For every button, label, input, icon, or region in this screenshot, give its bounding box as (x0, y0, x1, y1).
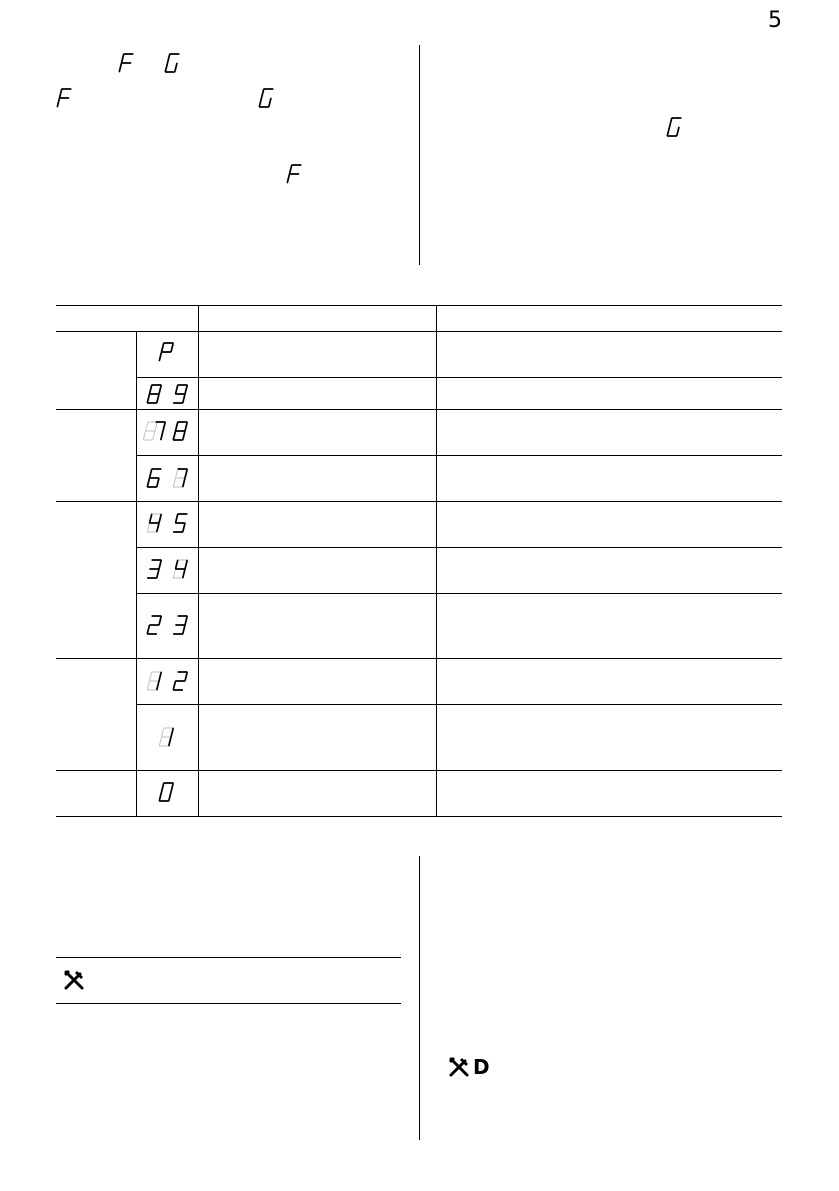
table-row-rule (136, 593, 782, 594)
table-row-rule (136, 377, 782, 378)
table-display-digit (150, 421, 164, 441)
table-display-digit (172, 671, 186, 691)
table-display-digit (172, 513, 186, 533)
table-bottom-rule (56, 816, 782, 817)
tip-box-bottom-rule (56, 1003, 401, 1004)
table-display-digit (172, 384, 186, 404)
table-column-rule (198, 305, 199, 816)
service-letter-d: D (473, 1055, 490, 1079)
table-group-rule (56, 409, 782, 410)
table-display-digit (146, 468, 160, 488)
bottom-column-divider (419, 856, 420, 1140)
page-number: 5 (768, 8, 782, 33)
tip-box-top-rule (56, 957, 401, 958)
table-display-digit (146, 615, 160, 635)
table-display-digit (172, 559, 186, 579)
table-display-digit (158, 782, 172, 802)
display-symbol-g (164, 53, 178, 73)
wrench-screwdriver-icon (62, 968, 86, 992)
table-group-rule (56, 770, 782, 771)
table-display-digit (172, 468, 186, 488)
table-display-digit (158, 727, 172, 747)
table-group-rule (56, 501, 782, 502)
table-display-digit (158, 342, 172, 362)
table-display-digit (172, 615, 186, 635)
table-display-digit (172, 421, 186, 441)
display-symbol-f (118, 53, 132, 73)
table-row-rule (136, 704, 782, 705)
display-symbol-f (286, 164, 300, 184)
table-display-digit (146, 513, 160, 533)
wrench-screwdriver-icon (447, 1055, 471, 1079)
table-display-digit (146, 671, 160, 691)
table-top-rule (56, 305, 782, 306)
table-row-rule (136, 455, 782, 456)
table-display-digit (146, 384, 160, 404)
display-symbol-f (56, 88, 70, 108)
table-column-rule (436, 305, 437, 816)
table-display-digit (146, 559, 160, 579)
display-symbol-g (258, 88, 272, 108)
table-header-rule (56, 331, 782, 332)
table-row-rule (136, 547, 782, 548)
table-group-rule (56, 658, 782, 659)
display-symbol-g (666, 117, 680, 137)
table-column-rule (136, 331, 137, 816)
top-column-divider (419, 45, 420, 265)
